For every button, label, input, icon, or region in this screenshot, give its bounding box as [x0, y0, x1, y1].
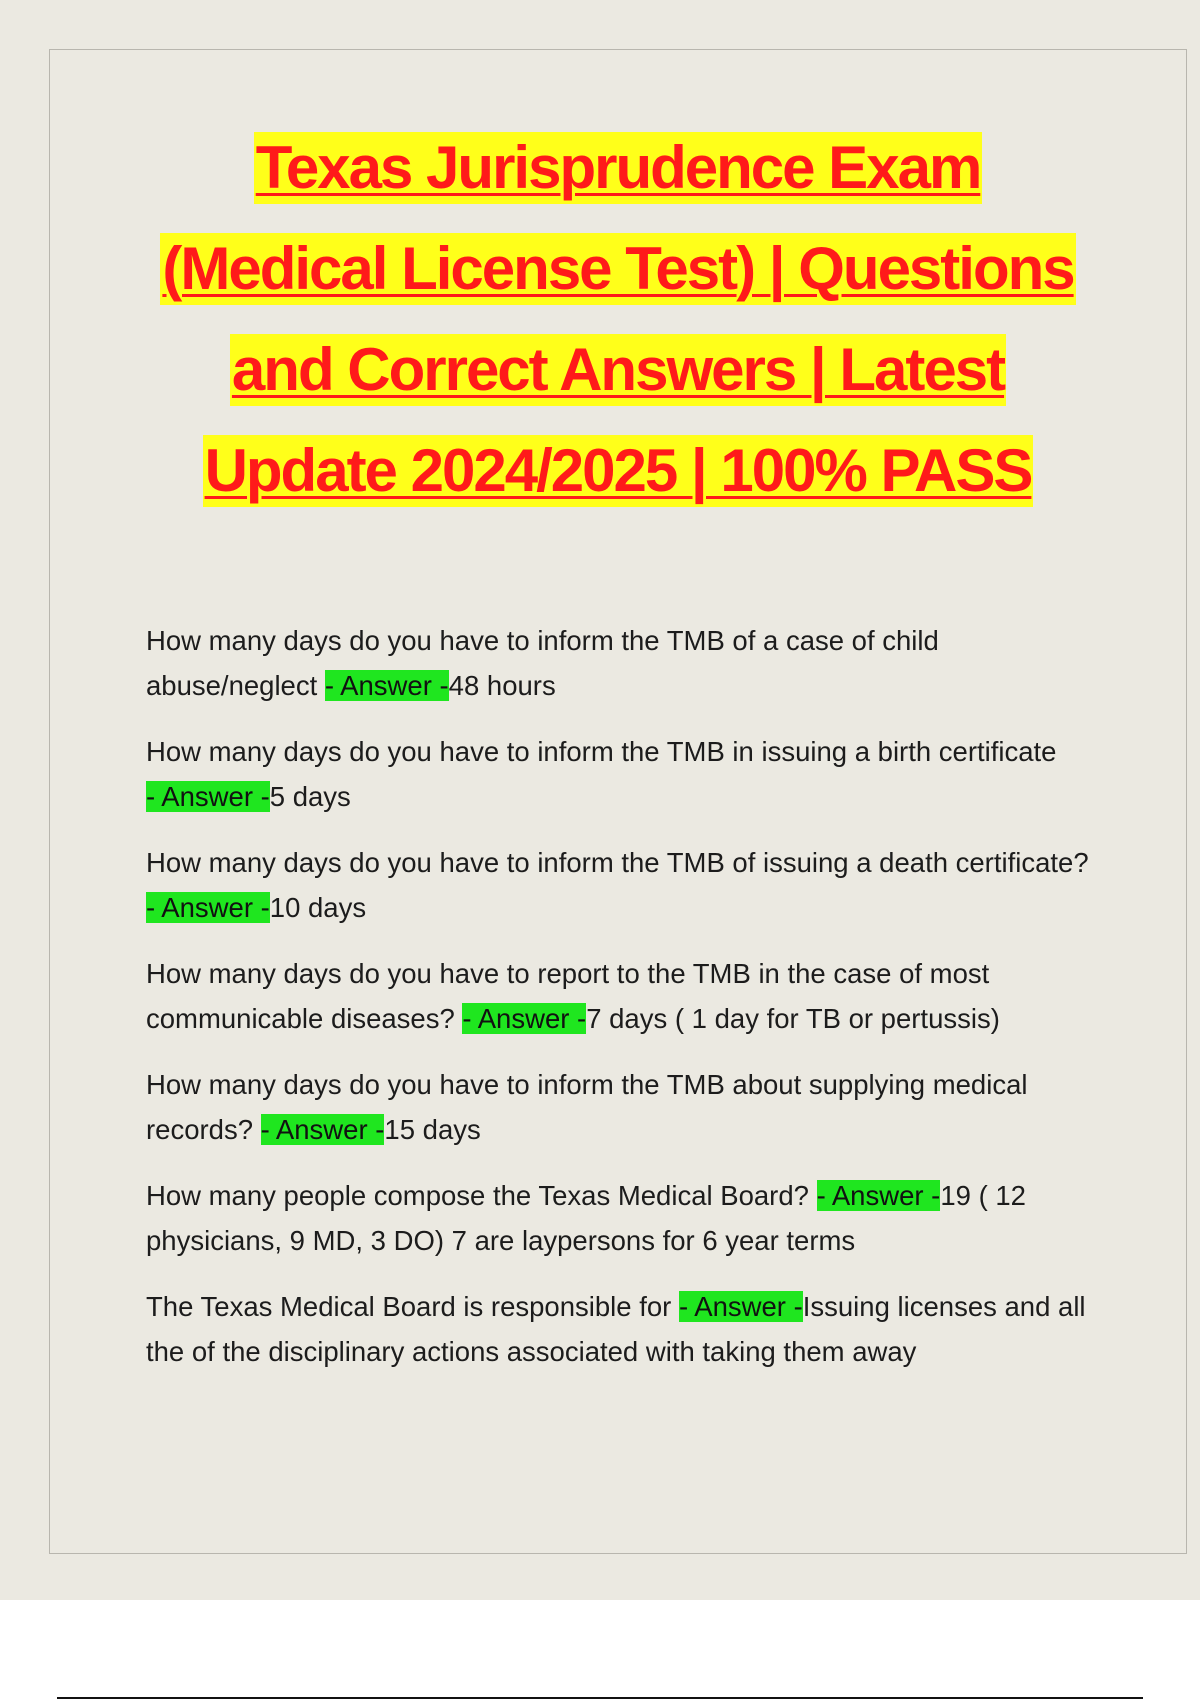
footer-divider — [57, 1697, 1143, 1699]
title-line-1: Texas Jurisprudence Exam — [254, 132, 983, 204]
answer-label: - Answer - — [146, 892, 270, 923]
question-text: How many days do you have to report to the TMB in the case of most communicable diseases? — [146, 958, 990, 1034]
qa-item — [146, 618, 1106, 708]
qa-item — [146, 840, 1106, 930]
question-text: How many days do you have to inform the TMB in issuing a birth certificate — [146, 736, 1057, 767]
question-text: How many people compose the Texas Medical Board? — [146, 1180, 817, 1211]
answer-text: 7 days ( 1 day for TB or pertussis) — [586, 1003, 1000, 1034]
question-text: The Texas Medical Board is responsible for — [146, 1291, 679, 1322]
answer-label: - Answer - — [146, 781, 270, 812]
answer-text: 19 ( 12 physicians, 9 MD, 3 DO) 7 are laypersons for 6 year terms — [146, 1180, 1026, 1256]
question-text: How many days do you have to inform the TMB of issuing a death certificate? — [146, 847, 1089, 878]
title-line-2: (Medical License Test) | Questions — [160, 233, 1075, 305]
title-line-4: Update 2024/2025 | 100% PASS — [203, 435, 1034, 507]
qa-item — [146, 1062, 1106, 1152]
question-text: How many days do you have to inform the TMB about supplying medical records? — [146, 1069, 1028, 1145]
document-title — [60, 132, 1176, 536]
qa-item — [146, 951, 1106, 1041]
title-line-3: and Correct Answers | Latest — [230, 334, 1006, 406]
answer-text: 15 days — [384, 1114, 481, 1145]
answer-text: Issuing licenses and all the of the disciplinary actions associated with taking them away — [146, 1291, 1086, 1367]
answer-label: - Answer - — [324, 670, 449, 701]
question-text: How many days do you have to inform the TMB of a case of child abuse/neglect — [146, 625, 939, 701]
answer-label: - Answer - — [678, 1291, 803, 1322]
answer-text: 10 days — [269, 892, 367, 923]
question-answer-list — [146, 618, 1106, 1395]
answer-label: - Answer - — [816, 1180, 941, 1211]
answer-text: 48 hours — [448, 670, 556, 701]
qa-item — [146, 1173, 1106, 1263]
answer-label: - Answer - — [260, 1114, 385, 1145]
qa-item — [146, 729, 1106, 819]
answer-text: 5 days — [269, 781, 351, 812]
answer-label: - Answer - — [462, 1003, 587, 1034]
qa-item — [146, 1284, 1106, 1374]
